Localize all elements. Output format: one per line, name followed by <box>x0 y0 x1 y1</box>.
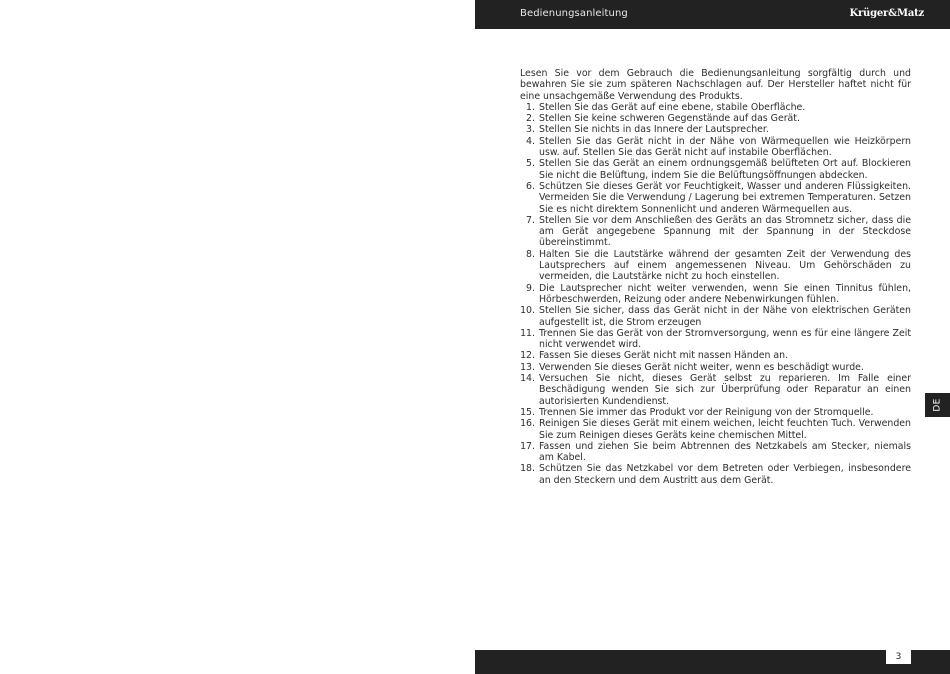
item-text: Halten Sie die Lautstärke während der gesamten Zeit der Verwendung des Lautsprechers auf einem angemessenen Niveau. Um Gehörschäden zu vermeiden, die Lautstärke nicht zu hoch einstellen. <box>539 248 911 283</box>
list-item <box>520 249 911 283</box>
footer-bar <box>475 650 950 674</box>
list-item <box>520 350 911 361</box>
item-number: 5. <box>526 158 535 170</box>
item-number: 14. <box>520 373 535 385</box>
item-text: Trennen Sie das Gerät von der Stromversorgung, wenn es für eine längere Zeit nicht verwendet wird. <box>539 327 911 351</box>
item-number: 15. <box>520 406 535 418</box>
item-number: 7. <box>526 214 535 226</box>
instructions-content <box>520 68 911 486</box>
item-number: 4. <box>526 135 535 147</box>
item-text: Stellen Sie vor dem Anschließen des Geräts an das Stromnetz sicher, dass die am Gerät angegebene Spannung mit der Spannung in der Steckdose übereinstimmt. <box>539 214 911 249</box>
item-text: Stellen Sie das Gerät nicht in der Nähe von Wärmequellen wie Heizkörpern usw. auf. Stellen Sie das Gerät nicht auf instabile Oberflächen. <box>539 135 911 159</box>
list-item <box>520 418 911 441</box>
item-text: Stellen Sie keine schweren Gegenstände auf das Gerät. <box>539 113 800 125</box>
item-text: Stellen Sie nichts in das Innere der Lautsprecher. <box>539 124 769 136</box>
item-number: 13. <box>520 361 535 373</box>
list-item <box>520 463 911 486</box>
manual-page <box>475 0 950 674</box>
list-item <box>520 181 911 215</box>
language-label: DE <box>932 398 943 412</box>
language-tab <box>925 393 950 417</box>
item-number: 2. <box>526 113 535 125</box>
item-text: Die Lautsprecher nicht weiter verwenden, wenn Sie einen Tinnitus fühlen, Hörbeschwerden, Reizung oder andere Nebenwirkungen fühlen. <box>539 282 911 305</box>
item-number: 17. <box>520 440 535 452</box>
brand-logo: Krüger&Matz <box>849 8 924 19</box>
page-number: 3 <box>886 650 911 664</box>
item-text: Stellen Sie das Gerät an einem ordnungsgemäß belüfteten Ort auf. Blockieren Sie nicht die Belüftung, indem Sie die Belüftungsöffnungen abdecken. <box>539 158 911 181</box>
list-item <box>520 215 911 249</box>
item-text: Stellen Sie das Gerät auf eine ebene, stabile Oberfläche. <box>539 101 806 113</box>
list-item <box>520 102 911 113</box>
item-number: 11. <box>520 327 535 339</box>
item-number: 18. <box>520 463 535 475</box>
item-text: Reinigen Sie dieses Gerät mit einem weichen, leicht feuchten Tuch. Verwenden Sie zum Reinigen dieses Geräts keine chemischen Mittel. <box>539 418 911 441</box>
list-item <box>520 362 911 373</box>
header-bar <box>475 0 950 29</box>
item-text: Schützen Sie dieses Gerät vor Feuchtigkeit, Wasser und anderen Flüssigkeiten. Vermeiden Sie die Verwendung / Lagerung bei extremen Temperaturen. Setzen Sie es nicht direktem Sonnenlicht und anderen Wärmequellen aus. <box>539 180 911 215</box>
safety-list <box>520 102 911 486</box>
item-text: Trennen Sie immer das Produkt vor der Reinigung von der Stromquelle. <box>539 406 874 418</box>
item-number: 8. <box>526 248 535 260</box>
item-number: 1. <box>526 101 535 113</box>
item-text: Fassen Sie dieses Gerät nicht mit nassen Händen an. <box>539 350 789 362</box>
item-number: 10. <box>520 305 535 317</box>
header-title: Bedienungsanleitung <box>520 8 628 19</box>
list-item <box>520 158 911 181</box>
list-item <box>520 124 911 135</box>
list-item <box>520 305 911 328</box>
list-item <box>520 136 911 159</box>
item-number: 12. <box>520 350 535 362</box>
list-item <box>520 328 911 351</box>
list-item <box>520 407 911 418</box>
item-number: 3. <box>526 124 535 136</box>
item-number: 6. <box>526 180 535 192</box>
intro-paragraph: Lesen Sie vor dem Gebrauch die Bedienungsanleitung sorgfältig durch und bewahren Sie sie zum späteren Nachschlagen auf. Der Hersteller haftet nicht für eine unsachgemäße Verwendung des Produkts. <box>520 68 911 102</box>
list-item <box>520 373 911 407</box>
item-number: 9. <box>526 282 535 294</box>
item-text: Schützen Sie das Netzkabel vor dem Betreten oder Verbiegen, insbesondere an den Steckern und dem Austritt aus dem Gerät. <box>539 463 911 486</box>
list-item <box>520 283 911 306</box>
list-item <box>520 113 911 124</box>
list-item <box>520 441 911 464</box>
item-text: Fassen und ziehen Sie beim Abtrennen des Netzkabels am Stecker, niemals am Kabel. <box>539 440 911 464</box>
item-number: 16. <box>520 418 535 430</box>
item-text: Stellen Sie sicher, dass das Gerät nicht in der Nähe von elektrischen Geräten aufgestellt ist, die Strom erzeugen <box>539 305 911 328</box>
item-text: Versuchen Sie nicht, dieses Gerät selbst zu reparieren. Im Falle einer Beschädigung wenden Sie sich zur Überprüfung oder Reparatur an einen autorisierten Kundendienst. <box>539 373 911 407</box>
item-text: Verwenden Sie dieses Gerät nicht weiter, wenn es beschädigt wurde. <box>539 361 864 373</box>
